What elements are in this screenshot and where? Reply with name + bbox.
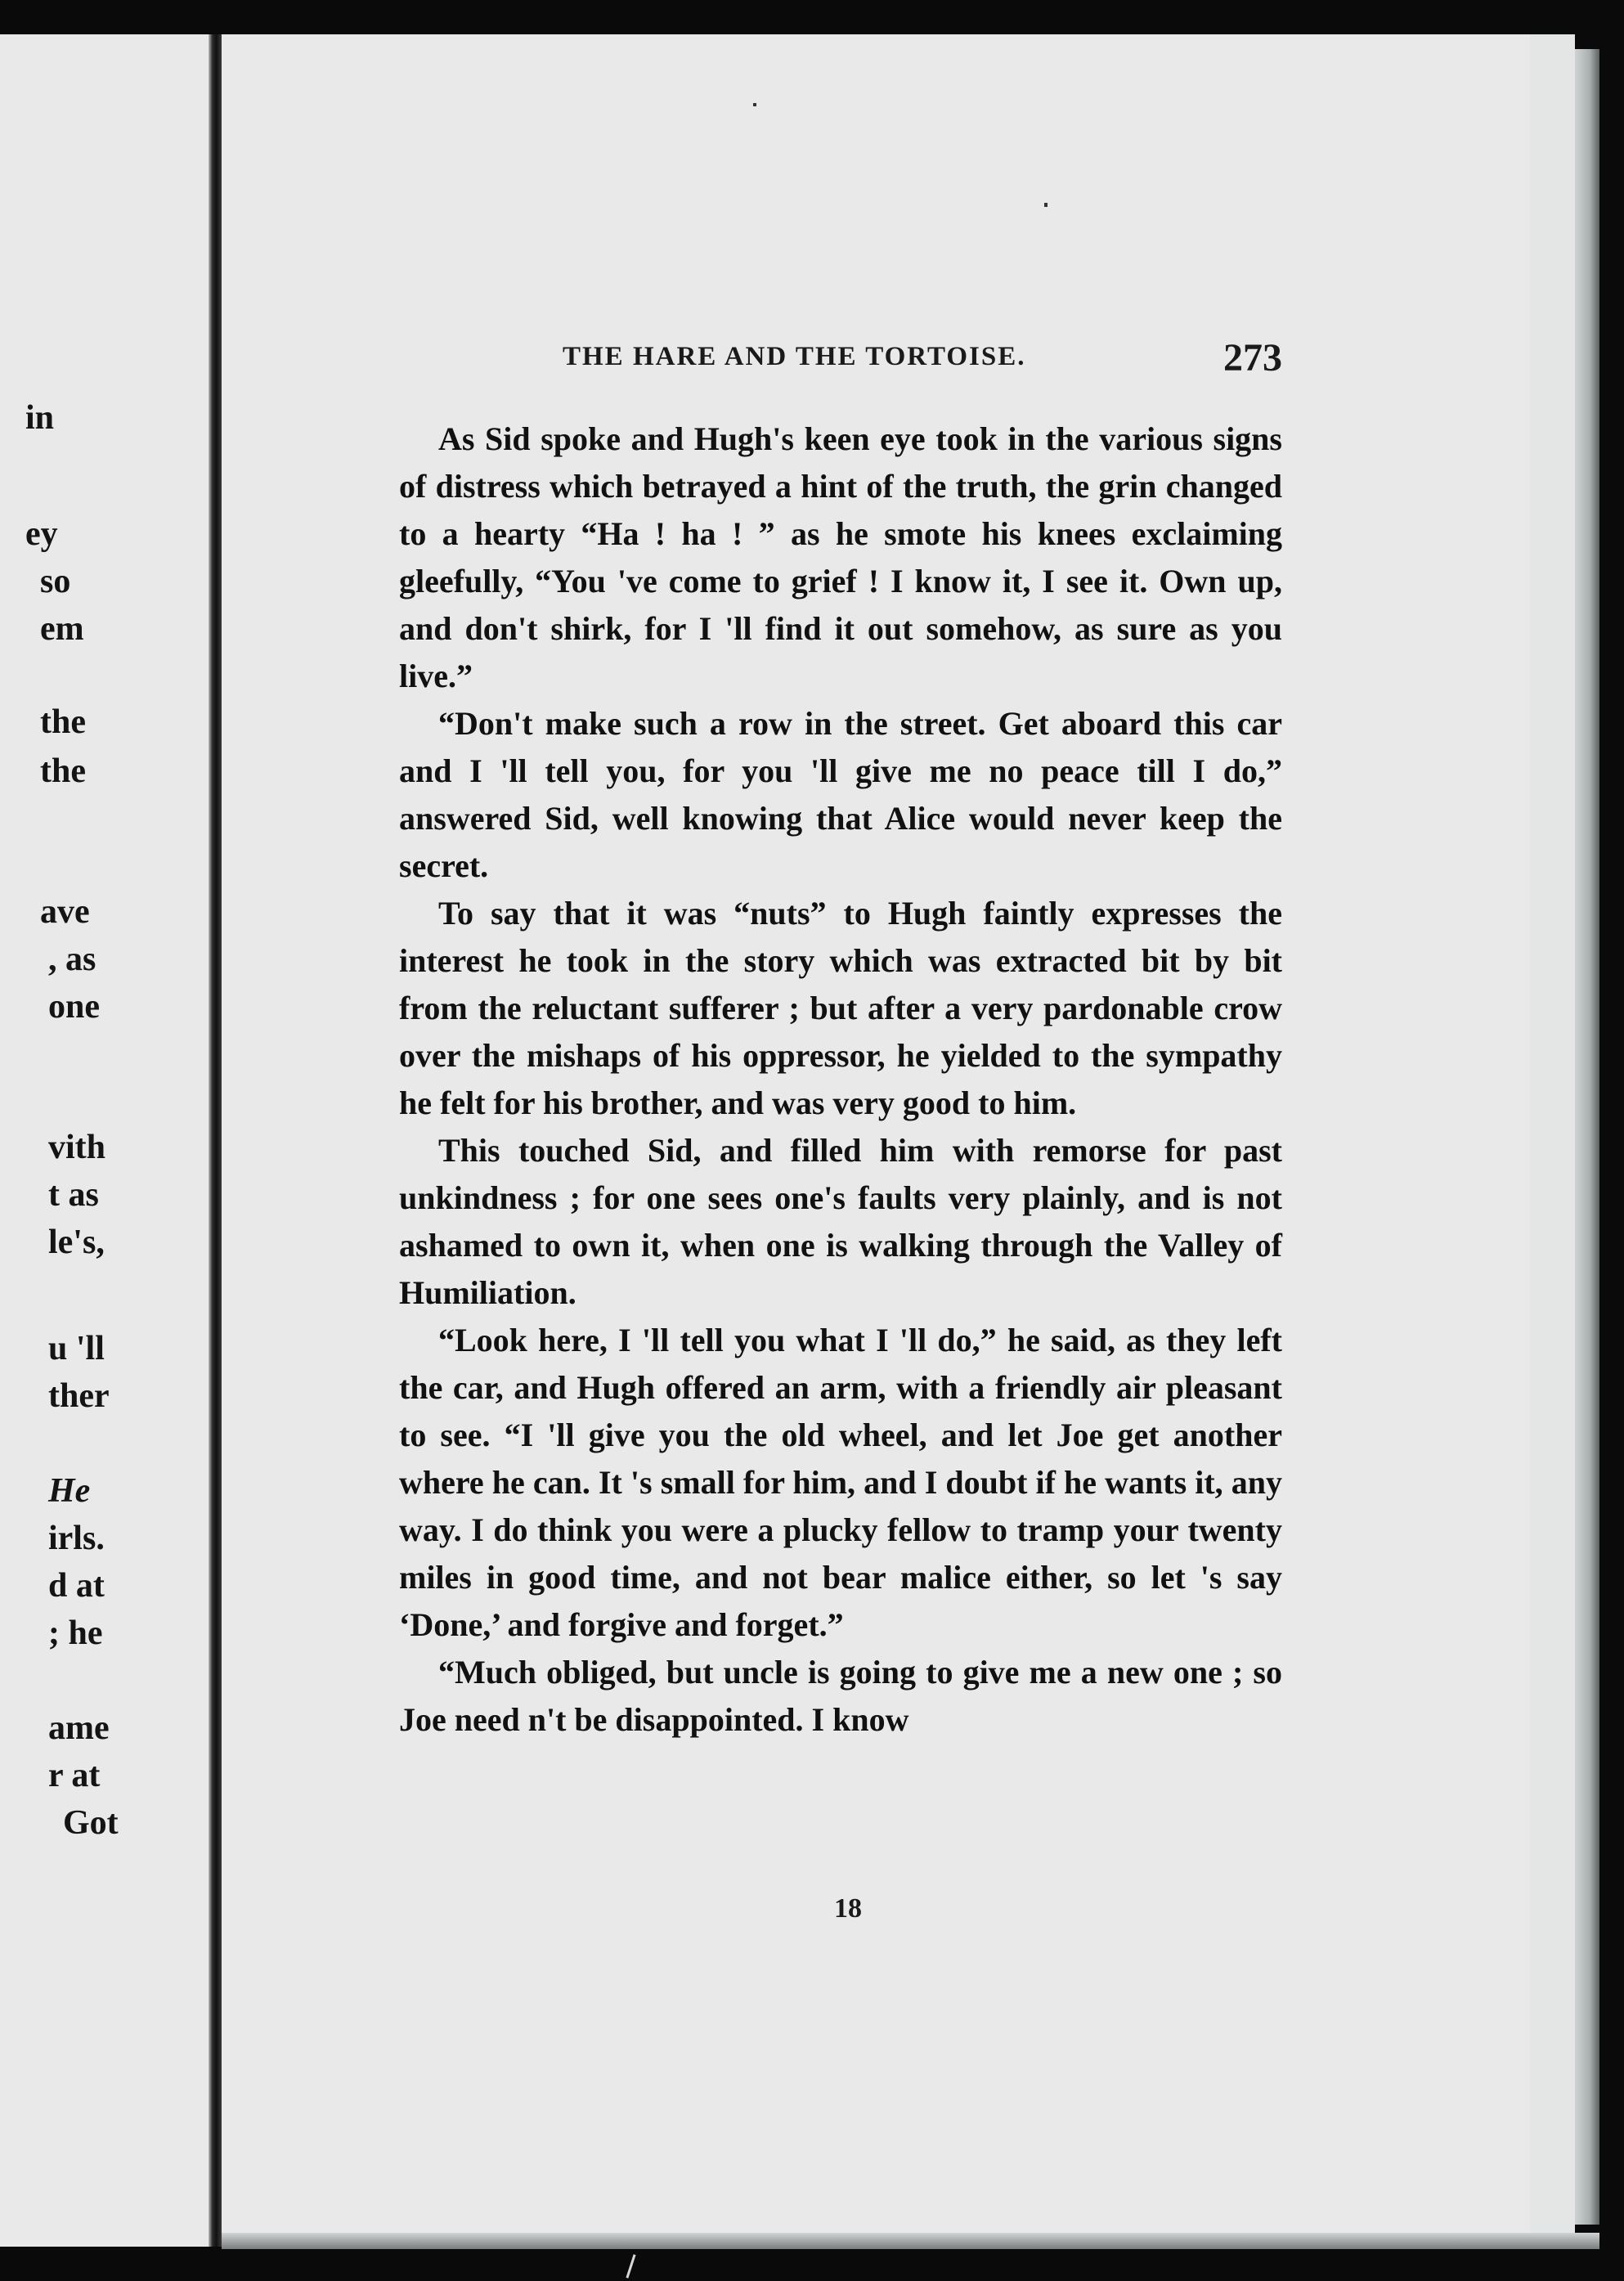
left-margin-fragment: He: [48, 1472, 91, 1510]
left-margin-fragment: ey: [25, 515, 58, 553]
left-margin-fragment: em: [40, 610, 84, 648]
scan-speck: [1044, 203, 1048, 207]
page-number: 273: [1223, 336, 1282, 379]
left-margin-fragment: le's,: [48, 1224, 105, 1261]
left-margin-fragment: d at: [48, 1567, 105, 1605]
left-margin-fragment: ther: [48, 1377, 110, 1415]
left-page-fragment: [0, 34, 209, 2247]
paragraph: “Look here, I 'll tell you what I 'll do,” he said, as they left the car, and Hugh offered an arm, with a friendly air pleasant to see. “I 'll give you the old wheel, and let Joe get another where he can. It 's small for him, and I doubt if he wants it, any way. I do think you were a plucky fellow to tramp your twenty miles in good time, and not bear malice either, so let 's say ‘Done,’ and forgive and forget.”: [399, 1322, 1282, 1643]
left-margin-fragment: t as: [48, 1176, 99, 1214]
paragraph: “Don't make such a row in the street. Get aboard this car and I 'll tell you, for you 'll give me no peace till I do,” answered Sid, well knowing that Alice would never keep the secret.: [399, 705, 1282, 884]
left-margin-fragment: the: [40, 703, 86, 741]
paragraph: To say that it was “nuts” to Hugh faintly expresses the interest he took in the story which was extracted bit by bit from the reluctant sufferer ; but after a very pardonable crow over the mishaps of his oppressor, he yielded to the sympathy he felt for his brother, and was very good to him.: [399, 895, 1282, 1121]
running-title: THE HARE AND THE TORTOISE.: [563, 342, 1026, 371]
page-bottom-edge: [222, 2233, 1599, 2249]
left-margin-fragment: ave: [40, 893, 90, 931]
signature-mark: 18: [834, 1893, 862, 1924]
paragraph: “Much obliged, but uncle is going to give me a new one ; so Joe need n't be disappointed. I know: [399, 1654, 1282, 1738]
scan-speck: [626, 2254, 635, 2278]
body-text: [399, 415, 1282, 1744]
left-margin-fragment: ; he: [48, 1614, 103, 1652]
book-gutter: [209, 34, 222, 2247]
page-edge-shadow: [1575, 49, 1599, 2225]
scan-speck: [753, 103, 756, 106]
page-header: [563, 335, 1282, 384]
left-margin-fragment: one: [48, 988, 100, 1026]
left-margin-fragment: ame: [48, 1709, 110, 1747]
left-margin-fragment: in: [25, 399, 55, 437]
paragraph: This touched Sid, and filled him with remorse for past unkindness ; for one sees one's faults very plainly, and is not ashamed to own it, when one is walking through the Valley of Humiliation.: [399, 1132, 1282, 1311]
left-margin-fragment: vith: [48, 1129, 106, 1166]
left-margin-fragment: irls.: [48, 1520, 105, 1557]
paragraph: As Sid spoke and Hugh's keen eye took in the various signs of distress which betrayed a hint of the truth, the grin changed to a hearty “Ha ! ha ! ” as he smote his knees exclaiming gleefully, “You 've come to grief ! I know it, I see it. Own up, and don't shirk, for I 'll find it out somehow, as sure as you live.”: [399, 420, 1282, 694]
left-margin-fragment: r at: [48, 1757, 101, 1794]
left-margin-fragment: Got: [63, 1804, 119, 1842]
left-margin-fragment: , as: [48, 941, 96, 978]
left-margin-fragment: the: [40, 752, 86, 790]
left-margin-fragment: u 'll: [48, 1330, 105, 1367]
left-margin-fragment: so: [40, 563, 71, 600]
